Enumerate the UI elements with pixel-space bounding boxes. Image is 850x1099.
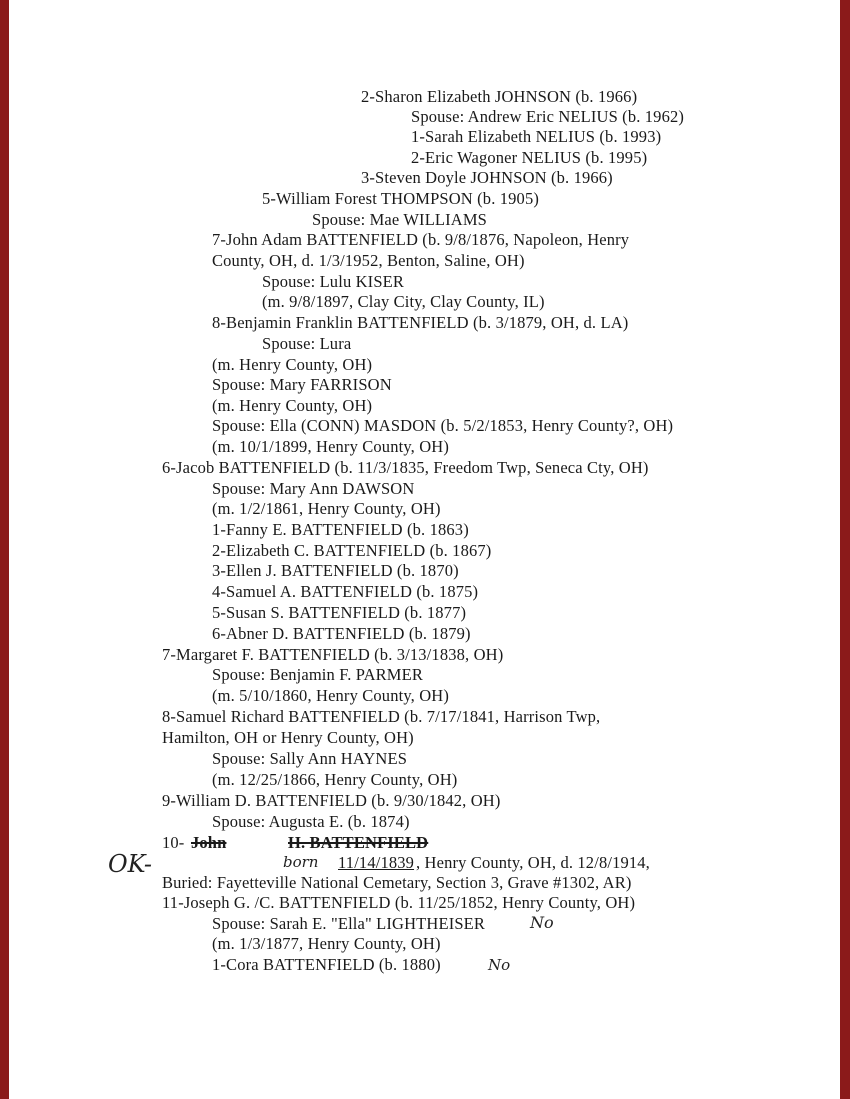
text-line: Spouse: Mary FARRISON [212, 375, 392, 394]
text-line: Spouse: Augusta E. (b. 1874) [212, 812, 410, 831]
text-line: 9-William D. BATTENFIELD (b. 9/30/1842, OH) [162, 791, 501, 810]
text-line: (m. Henry County, OH) [212, 396, 373, 415]
text-line: (m. 1/3/1877, Henry County, OH) [212, 934, 441, 953]
right-border [840, 0, 850, 1099]
text-line: (m. 10/1/1899, Henry County, OH) [212, 437, 450, 456]
text-line: 1-Fanny E. BATTENFIELD (b. 1863) [212, 520, 469, 539]
text-line: Spouse: Sally Ann HAYNES [212, 749, 408, 768]
born-date: 11/14/1839 [338, 853, 415, 872]
text-line: County, OH, d. 1/3/1952, Benton, Saline, OH) [212, 251, 525, 270]
text-line: Spouse: Andrew Eric NELIUS (b. 1962) [411, 107, 685, 126]
text-line: , Henry County, OH, d. 12/8/1914, [416, 853, 650, 872]
text-line: Spouse: Mary Ann DAWSON [212, 479, 415, 498]
text-line: Buried: Fayetteville National Cemetary, Section 3, Grave #1302, AR) [162, 873, 632, 892]
text-line: 8-Samuel Richard BATTENFIELD (b. 7/17/1841, Harrison Twp, [162, 707, 601, 726]
text-line: 1-Sarah Elizabeth NELIUS (b. 1993) [411, 127, 662, 146]
entry-10-number: 10- [162, 833, 185, 852]
text-line: (m. 5/10/1860, Henry County, OH) [212, 686, 450, 705]
text-line: Spouse: Mae WILLIAMS [312, 210, 488, 229]
text-line: 6-Abner D. BATTENFIELD (b. 1879) [212, 624, 471, 643]
text-line: 6-Jacob BATTENFIELD (b. 11/3/1835, Freedom Twp, Seneca Cty, OH) [162, 458, 649, 477]
text-line: 1-Cora BATTENFIELD (b. 1880) [212, 955, 441, 974]
handwritten-born: born [283, 853, 319, 871]
text-line: (m. 12/25/1866, Henry County, OH) [212, 770, 458, 789]
text-line: 11-Joseph G. /C. BATTENFIELD (b. 11/25/1852, Henry County, OH) [162, 893, 636, 912]
text-line: Spouse: Sarah E. "Ella" LIGHTHEISER [212, 914, 486, 933]
text-line: 2-Sharon Elizabeth JOHNSON (b. 1966) [361, 87, 638, 106]
handwritten-ok-mark: OK- [108, 850, 152, 878]
text-line: 2-Eric Wagoner NELIUS (b. 1995) [411, 148, 648, 167]
text-line: Spouse: Ella (CONN) MASDON (b. 5/2/1853, Henry County?, OH) [212, 416, 674, 435]
handwritten-no-mark: No [530, 913, 554, 932]
left-border [0, 0, 9, 1099]
text-line: 3-Steven Doyle JOHNSON (b. 1966) [361, 168, 613, 187]
struck-surname: H. BATTENFIELD [288, 833, 429, 852]
text-line: 7-Margaret F. BATTENFIELD (b. 3/13/1838, OH) [162, 645, 504, 664]
text-line: 5-William Forest THOMPSON (b. 1905) [262, 189, 539, 208]
text-line: 7-John Adam BATTENFIELD (b. 9/8/1876, Napoleon, Henry [212, 230, 630, 249]
text-line: (m. Henry County, OH) [212, 355, 373, 374]
text-line: Spouse: Benjamin F. PARMER [212, 665, 424, 684]
text-line: 8-Benjamin Franklin BATTENFIELD (b. 3/1879, OH, d. LA) [212, 313, 629, 332]
text-line: 5-Susan S. BATTENFIELD (b. 1877) [212, 603, 467, 622]
text-line: 3-Ellen J. BATTENFIELD (b. 1870) [212, 561, 459, 580]
text-line: 4-Samuel A. BATTENFIELD (b. 1875) [212, 582, 479, 601]
text-line: Spouse: Lura [262, 334, 352, 353]
handwritten-no-mark: No [488, 956, 511, 974]
text-line: Spouse: Lulu KISER [262, 272, 405, 291]
text-line: (m. 1/2/1861, Henry County, OH) [212, 499, 441, 518]
struck-given-name: John [191, 833, 227, 852]
text-line: Hamilton, OH or Henry County, OH) [162, 728, 414, 747]
text-line: 2-Elizabeth C. BATTENFIELD (b. 1867) [212, 541, 492, 560]
text-line: (m. 9/8/1897, Clay City, Clay County, IL) [262, 292, 545, 311]
